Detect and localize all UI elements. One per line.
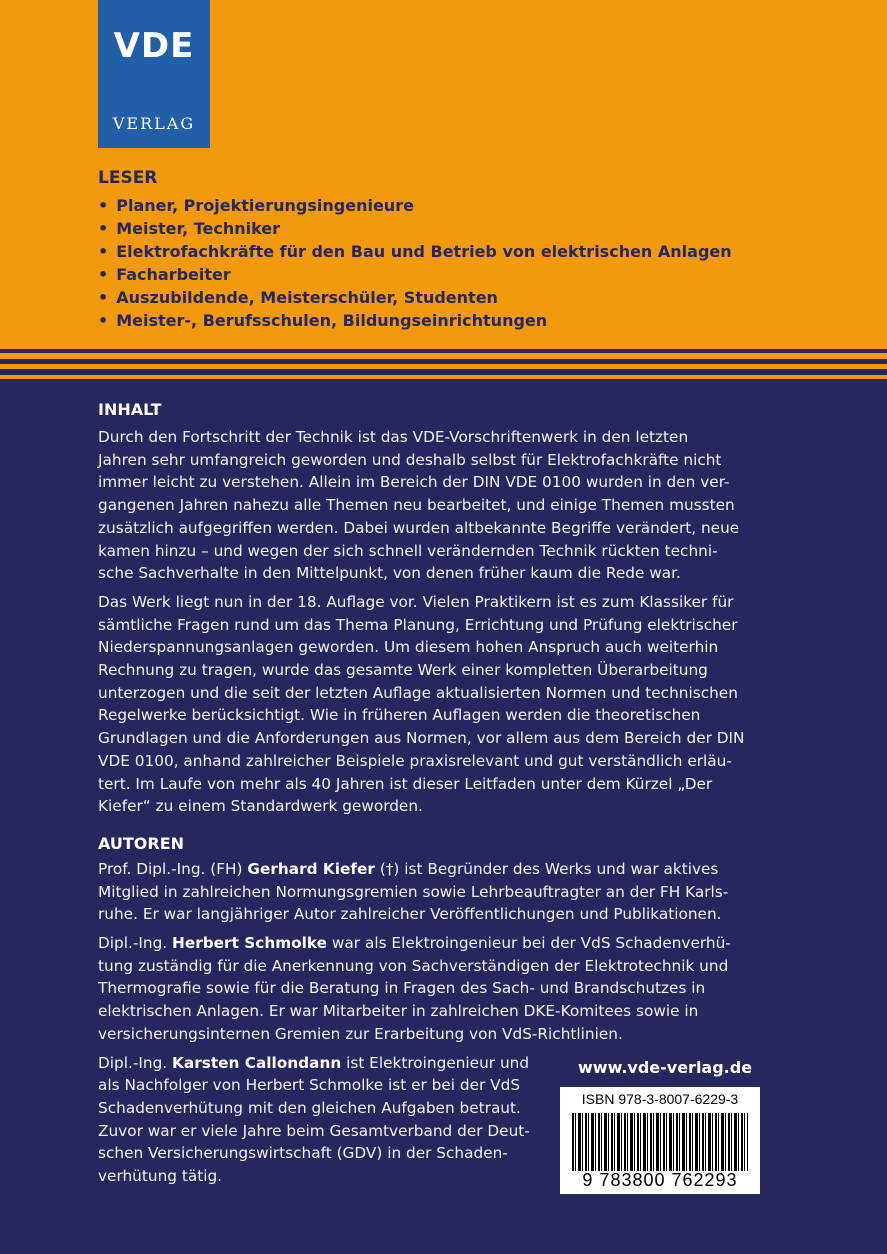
isbn-barcode-box: [560, 1087, 760, 1194]
list-item: • Meister-, Berufsschulen, Bildungseinrichtungen: [98, 309, 732, 332]
barcode-icon: [572, 1113, 748, 1171]
barcode-digits: 9 783800 762293: [582, 1170, 738, 1190]
vde-verlag-logo: [98, 0, 210, 148]
isbn-label: ISBN 978-3-8007-6229-3: [581, 1091, 739, 1107]
publisher-url[interactable]: www.vde-verlag.de: [578, 1058, 753, 1077]
list-item: • Meister, Techniker: [98, 217, 732, 240]
leser-heading: LESER: [98, 168, 158, 188]
divider-stripes: [0, 340, 887, 386]
list-item: • Auszubildende, Meisterschüler, Studenten: [98, 286, 732, 309]
list-item: • Facharbeiter: [98, 263, 732, 286]
list-item: • Planer, Projektierungsingenieure: [98, 194, 732, 217]
logo-brand: VDE: [113, 26, 195, 66]
author-callondann: Dipl.-Ing. Karsten Callondann ist Elektroingenieur und als Nachfolger von Herbert Schmolke ist er bei der VdS Schadenverhütung mit den gleichen Aufgaben betraut. Zuvor war er viele Jahre beim Gesamtverband der Deut- schen Versicherungswirtschaft (GDV) in der Schaden- verhütung tätig.: [98, 1053, 530, 1186]
inhalt-heading: INHALT: [98, 400, 162, 419]
leser-list: [98, 194, 732, 332]
inhalt-paragraph-2: Das Werk liegt nun in der 18. Auflage vor. Vielen Praktikern ist es zum Klassiker für sämtliche Fragen rund um das Thema Planung, Errichtung und Prüfung elektrischer Niederspannungsanlagen geworden. Um diesem hohen Anspruch auch weiterhin Rechnung zu tragen, wurde das gesamte Werk einer kompletten Überarbeitung unterzogen und die seit der letzten Auflage aktualisierten Normen und technischen Regelwerke berücksichtigt. Wie in früheren Auflagen werden die theoretischen Grundlagen und die Anforderungen aus Normen, vor allem aus dem Bereich der DIN VDE 0100, anhand zahlreicher Beispiele praxisrelevant und gut verständlich erläu- tert. Im Laufe von mehr als 40 Jahren ist dieser Leitfaden unter dem Kürzel „Der Kiefer“ zu einem Standardwerk geworden.: [98, 592, 745, 816]
orange-header-panel: [0, 0, 887, 340]
author-kiefer: Prof. Dipl.-Ing. (FH) Gerhard Kiefer (†) ist Begründer des Werks und war aktives Mitglied in zahlreichen Normungsgremien sowie Lehrbeauftragter an der FH Karls- ruhe. Er war langjähriger Autor zahlreicher Veröffentlichungen und Publikationen.: [98, 859, 729, 924]
author-schmolke: Dipl.-Ing. Herbert Schmolke war als Elektroingenieur bei der VdS Schadenverhü- tung zuständig für die Anerkennung von Sachverständigen der Elektrotechnik und Thermografie sowie für die Beratung in Fragen des Sach- und Brandschutzes in elektrischen Anlagen. Er war Mitarbeiter in zahlreichen DKE-Komitees sowie in versicherungsinternen Gremien zur Erarbeitung von VdS-Richtlinien.: [98, 934, 731, 1043]
inhalt-paragraph-1: Durch den Fortschritt der Technik ist das VDE-Vorschriftenwerk in den letzten Jahren sehr umfangreich geworden und deshalb selbst für Elektrofachkräfte nicht immer leicht zu verstehen. Allein im Bereich der DIN VDE 0100 wurden in den ver- gangenen Jahren nahezu alle Themen neu bearbeitet, und einige Themen mussten zusätzlich aufgegriffen werden. Dabei wurden altbekannte Begriffe verändert, neue kamen hinzu – und wegen der sich schnell verändernden Technik rückten techni- sche Sachverhalte in den Mittelpunkt, von denen früher kaum die Rede war.: [98, 428, 740, 583]
leser-section: [98, 168, 732, 332]
list-item: • Elektrofachkräfte für den Bau und Betrieb von elektrischen Anlagen: [98, 240, 732, 263]
autoren-heading: AUTOREN: [98, 833, 185, 853]
logo-sub: VERLAG: [112, 114, 196, 133]
